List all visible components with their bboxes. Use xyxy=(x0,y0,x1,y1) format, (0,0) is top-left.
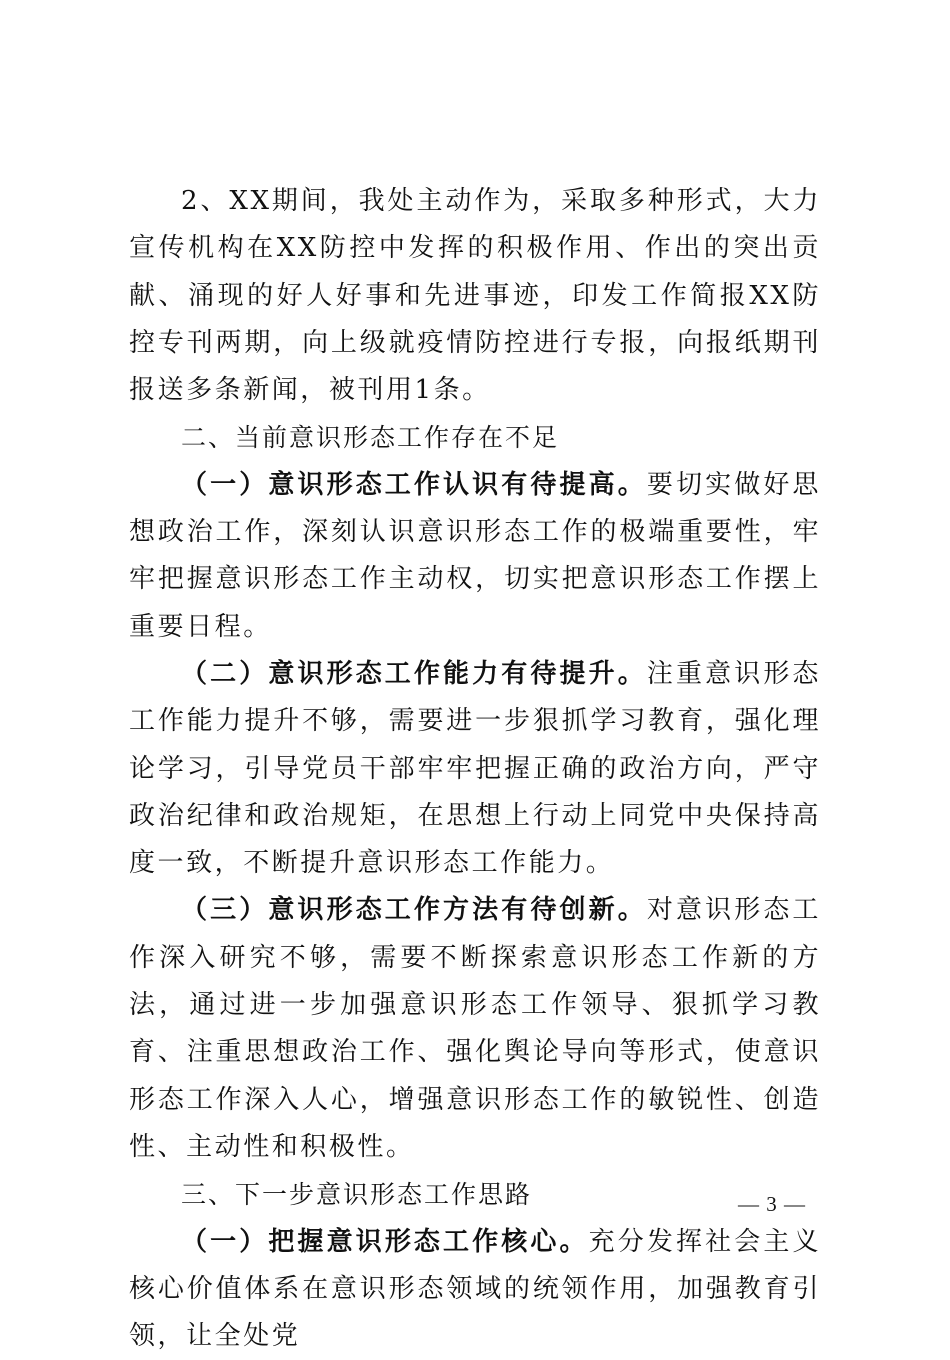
paragraph-lead: （一）意识形态工作认识有待提高。 xyxy=(181,469,647,500)
paragraph-text: 对意识形态工作深入研究不够，需要不断探索意识形态工作新的方法，通过进一步加强意识形态工作领导、狠抓学习教育、注重思想政治工作、强化舆论导向等形式，使意识形态工作深入人心，增强意识形态工作的敏锐性、创造性、主动性和积极性。 xyxy=(129,895,821,1162)
section-heading-3: 三、下一步意识形态工作思路 xyxy=(181,1180,533,1210)
paragraph-text: 2、XX期间，我处主动作为，采取多种形式，大力宣传机构在XX防控中发挥的积极作用、作出的突出贡献、涌现的好人好事和先进事迹，印发工作简报XX防控专刊两期，向上级就疫情防控进行专报，向报纸期刊报送多条新闻，被刊用1条。 xyxy=(129,186,821,406)
paragraph-1 xyxy=(129,178,821,414)
paragraph-text: 注重意识形态工作能力提升不够，需要进一步狠抓学习教育，强化理论学习，引导党员干部牢牢把握正确的政治方向，严守政治纪律和政治规矩，在思想上行动上同党中央保持高度一致，不断提升意识形态工作能力。 xyxy=(129,658,821,879)
paragraph-3 xyxy=(129,462,821,651)
paragraph-lead: （三）意识形态工作方法有待创新。 xyxy=(181,895,647,926)
page-number: — 3 — xyxy=(738,1192,806,1216)
paragraph-4 xyxy=(129,651,821,887)
paragraph-7 xyxy=(129,1219,821,1360)
section-heading-2: 二、当前意识形态工作存在不足 xyxy=(181,423,560,453)
paragraph-text: 要切实做好思想政治工作，深刻认识意识形态工作的极端重要性，牢牢把握意识形态工作主动权，切实把意识形态工作摆上重要日程。 xyxy=(129,469,821,642)
document-body xyxy=(129,178,821,1360)
paragraph-lead: （二）意识形态工作能力有待提升。 xyxy=(181,658,647,689)
paragraph-text: 充分发挥社会主义核心价值体系在意识形态领域的统领作用，加强教育引领，让全处党 xyxy=(129,1226,822,1352)
paragraph-lead: （一）把握意识形态工作核心。 xyxy=(181,1226,589,1257)
paragraph-5 xyxy=(129,887,821,1171)
